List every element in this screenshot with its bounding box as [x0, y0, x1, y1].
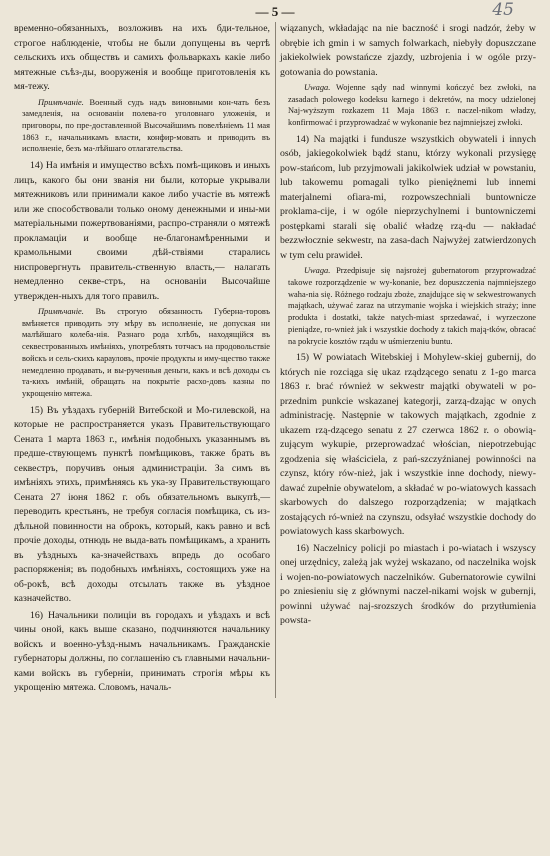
- body-paragraph: 16) Начальники полиціи въ городахъ и уѣздахъ и всѣ чины оной, какъ выше сказано, подчиняются начальнику войскъ и военно-уѣзд-нымъ начальникамъ. Гражданскіе губернаторы должны, по соглашенію съ главными начальни-ками войскъ въ губерніи, принимать строгія мѣры къ укрощенію мятежа. Словомъ, началь-: [14, 609, 270, 694]
- folio-number: 45: [492, 0, 514, 20]
- body-paragraph: 15) W powiatach Witebskiej i Mohylew-skiej gubernij, do których nie rozciąga się ukaz rządzącego senatu z 1-go marca 1863 r. brać również w sekwestr majątki obywateli w po-przednim punkcie wskazanej kategorji, zarzą-dzając w onych administrację. Następnie w takowych majątkach, zgodnie z ukazem rzą-dzącego senatu z 27 czerwca 1862 r. o obowią-zującym wykupie, przeprowadzać włościan, niepotrzebując zgodzenia się właściciela, z pań-szczyźnianej powinności na czynsz, który rów-nież, jak i wszystkie inne dochody, niewy-dawać zupełnie obywatelom, a składać w po-wiatowych kassach skarbowych do dalszego rozporządzenia; w majątkach zostających ró-wnież na czynszu, odsyłać wszystkie dochody do powiatowych kass skarbowych.: [280, 352, 536, 538]
- note-label: Uwaga.: [304, 83, 331, 92]
- polish-column: [280, 22, 536, 698]
- two-column-body: [14, 22, 536, 698]
- note-text: Wojenne sądy nad winnymi kończyć bez zwłoki, na zasadach polowego kodeksu karnego i dekretów, na mocy udzielonej Naj-wyższym rozkazem 11 Maja 1863 r. naczel-nikom władzy, konfirmować i przyprowadzać w wykonanie bez najmniejszej zwłoki.: [288, 83, 536, 128]
- note-text: Военный судъ надъ виновными кон-чать безъ замедленія, на основаніи полева-го уголовнаго уложенія, и приговоры, по пре-доставленной Высочайшимъ повелѣніемъ 11 мая 1863 г., начальникамъ власти, конфир-мовать и приводить въ исполненіе, безъ ма-лѣйшаго отлагательства.: [22, 97, 270, 154]
- note-paragraph: [280, 265, 536, 347]
- body-paragraph: wiązanych, wkładając na nie baczność i srogi nadzór, żeby w obrębie ich gmin i w samych folwarkach, niebyły dopuszczane jakiekolwiek powstańcze zjazdy, uzbrojenia i w ogóle przy-gotowania do powstania.: [280, 23, 536, 78]
- column-divider: [275, 22, 276, 698]
- body-paragraph: временно-обязанныхъ, возложивъ на ихъ бди-тельное, строгое наблюденіе, чтобы не были допущены въ чертѣ сельскихъ ихъ обществъ и самихъ фольваркахъ какіе либо мятежные съѣз-ды, вооруженія и вообще приготовленія къ мя-тежу.: [14, 23, 270, 92]
- note-label: Примѣчаніе.: [38, 97, 84, 107]
- note-text: Przedpisuje się najsrożej gubernatorom przyprowadzać takowe rozporządzenie w wy-konanie, bez dopuszczenia najmniejszego waha-nia się. Różnego rodzaju zboże, znajdujące się w sekwestrowanych majątkach, używać zaraz na utrzymanie wojska i wiejskich straży; inne produkta i dostatki, także natych-miast sprzedawać, i wyrzeczone pieniądze, ro-wnież jak i wszystkie dochody z takich mają-tków, obracać na pokrycie kosztów rządu w uśmierzeniu buntu.: [288, 266, 537, 346]
- note-label: Uwaga.: [304, 266, 331, 276]
- note-paragraph: [14, 97, 270, 156]
- body-paragraph: 14) На имѣнія и имущество всѣхъ помѣ-щиковъ и иныхъ лицъ, какого бы они званія ни были, которые укрывали мятежниковъ или принимали какое либо участіе въ мятежѣ или же способствовали только оному денежными и ины-ми матеріальными пожертвованіями, распро-страняли о мятежѣ прокламаціи и вообще не-благонамѣренными и крамольными своими дѣй-ствіями старались ниспровергнуть правитель-ственную власть,— налагать немедленно секве-стръ, на основаніи Высочайше утвержден-ныхъ для того правилъ.: [14, 160, 270, 302]
- body-paragraph: 15) Въ уѣздахъ губерній Витебской и Мо-гилевской, на которые не распространяется указъ Правительствующаго Сената 1 марта 1863 г., имѣнія подобныхъ указаннымъ въ предше-ствующемъ пунктѣ помѣщиковъ, также брать въ секвестръ, поручивъ оныя администраціи. За симъ въ имѣніяхъ этихъ, примѣняясь къ ука-зу Правительствующаго Сената 27 іюня 1862 г. объ обязательномъ выкупѣ,— переводить крестьянъ, не требуя согласія помѣщика, съ из-дѣльной повинности на оброкъ, который, какъ равно и всѣ прочіе доходы, отнюдь не выда-вать помѣщикамъ, а хранить въ уѣздныхъ ка-значействахъ впредь до особаго распоряженія; въ подобныхъ имѣніяхъ, состоящихъ уже на об-рокѣ, всѣ доходы отсылать также въ уѣздное казначейство.: [14, 404, 270, 605]
- page-number: — 5 —: [255, 4, 295, 19]
- note-paragraph: [280, 82, 536, 129]
- page-header: [14, 0, 536, 22]
- note-label: Примѣчаніе.: [38, 307, 84, 317]
- body-paragraph: 16) Naczelnicy policji po miastach i po-wiatach i wszyscy onej urzędnicy, zależą jak wyżej wskazano, od naczelnika wojsk i wojen-no-powiatowych naczelników. Gubernatorowie cywilni po zniesieniu się z głównymi naczel-nikami wojsk w gubernji, powinni używać naj-srozszych środków do przytłumienia powsta-: [280, 542, 536, 627]
- russian-column: [14, 22, 270, 698]
- note-text: Въ строгую обязанность Губерна-торовъ вмѣняется приводить эту мѣру въ исполненіе, не допуская ни малѣйшаго колеба-нія. Разнаго рода хлѣбъ, находящійся въ секвестрованныхъ имѣніяхъ, употреблять тотчасъ на продовольствіе войскъ и сель-скихъ карауловъ, прочіе продукты и иму-щество также немедленно продавать, и вы-рученныя деньги, какъ и всѣ доходы съ та-кихъ имѣній, обращать на покрытіе расхо-довъ казны по укрощенію мятежа.: [22, 307, 270, 398]
- note-paragraph: [14, 306, 270, 400]
- body-paragraph: 14) Na majątki i fundusze wszystkich obywateli i innych osób, jakiegokolwiek bądź stanu, którzy wykonali przysięgę pow-stańcom, lub przyjmowali jakikolwiek udział w powstaniu, lub takowemu pomagali tylko pieniężnemi lub innemi materjalnemi ofiara-mi, rozpowszechniali buntownicze proklama-cije, i w ogóle nieprzychylnemi i buntowniczemi postępkami starali się obalić władzę rzą-du — nakładać bezzwłocznie sekwestr, na zasa-dach Najwyżej zatwierdzonych w tym celu prawideł.: [280, 133, 536, 261]
